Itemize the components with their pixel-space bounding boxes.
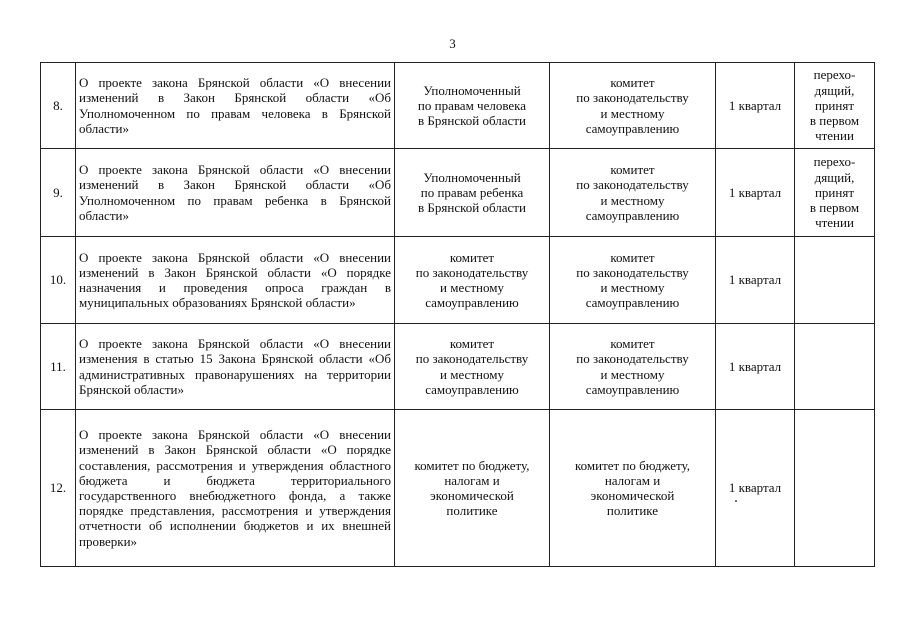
deadline-quarter: 1 квартал [716, 149, 795, 237]
responsible-committee: комитет по законодательству и местному самоуправлению [550, 324, 716, 410]
deadline-quarter: 1 квартал [716, 324, 795, 410]
responsible-committee: комитет по законодательству и местному самоуправлению [550, 63, 716, 149]
row-number: 8. [41, 63, 76, 149]
status-note: перехо- дящий, принят в первом чтении [795, 149, 875, 237]
bill-title: О проекте закона Брянской области «О внесении изменений в Закон Брянской области «О порядке составления, рассмотрения и утверждения областного бюджета и бюджета территориального государственного внебюджетного фонда, а также порядке представления, рассмотрения и утверждения отчетности об исполнении бюджетов и их внешней проверки» [76, 410, 395, 567]
row-number: 12. [41, 410, 76, 567]
status-note [795, 324, 875, 410]
table-row [41, 410, 875, 567]
responsible-party: комитет по законодательству и местному самоуправлению [395, 324, 550, 410]
row-number: 10. [41, 237, 76, 324]
responsible-party: комитет по бюджету, налогам и экономической политике [395, 410, 550, 567]
status-note [795, 237, 875, 324]
responsible-party: Уполномоченный по правам человека в Брянской области [395, 63, 550, 149]
bill-title: О проекте закона Брянской области «О внесении изменений в Закон Брянской области «Об Уполномоченном по правам человека в Брянской области» [76, 63, 395, 149]
page-number: 3 [449, 36, 456, 51]
deadline-quarter: 1 квартал [716, 237, 795, 324]
bill-title: О проекте закона Брянской области «О внесении изменений в Закон Брянской области «Об Уполномоченном по правам ребенка в Брянской области» [76, 149, 395, 237]
row-number: 9. [41, 149, 76, 237]
table-row [41, 63, 875, 149]
table-row [41, 149, 875, 237]
scan-dot-mark [735, 500, 737, 502]
responsible-committee: комитет по законодательству и местному самоуправлению [550, 237, 716, 324]
bill-title: О проекте закона Брянской области «О внесении изменения в статью 15 Закона Брянской области «Об административных правонарушениях на территории Брянской области» [76, 324, 395, 410]
responsible-committee: комитет по бюджету, налогам и экономической политике [550, 410, 716, 567]
deadline-quarter: 1 квартал [716, 410, 795, 567]
responsible-committee: комитет по законодательству и местному самоуправлению [550, 149, 716, 237]
row-number: 11. [41, 324, 76, 410]
table-row [41, 324, 875, 410]
responsible-party: комитет по законодательству и местному самоуправлению [395, 237, 550, 324]
responsible-party: Уполномоченный по правам ребенка в Брянской области [395, 149, 550, 237]
deadline-quarter: 1 квартал [716, 63, 795, 149]
status-note: перехо- дящий, принят в первом чтении [795, 63, 875, 149]
legislative-plan-table [40, 62, 875, 567]
status-note [795, 410, 875, 567]
table-row [41, 237, 875, 324]
bill-title: О проекте закона Брянской области «О внесении изменений в Закон Брянской области «О порядке назначения и проведения опроса граждан в муниципальных образованиях Брянской области» [76, 237, 395, 324]
